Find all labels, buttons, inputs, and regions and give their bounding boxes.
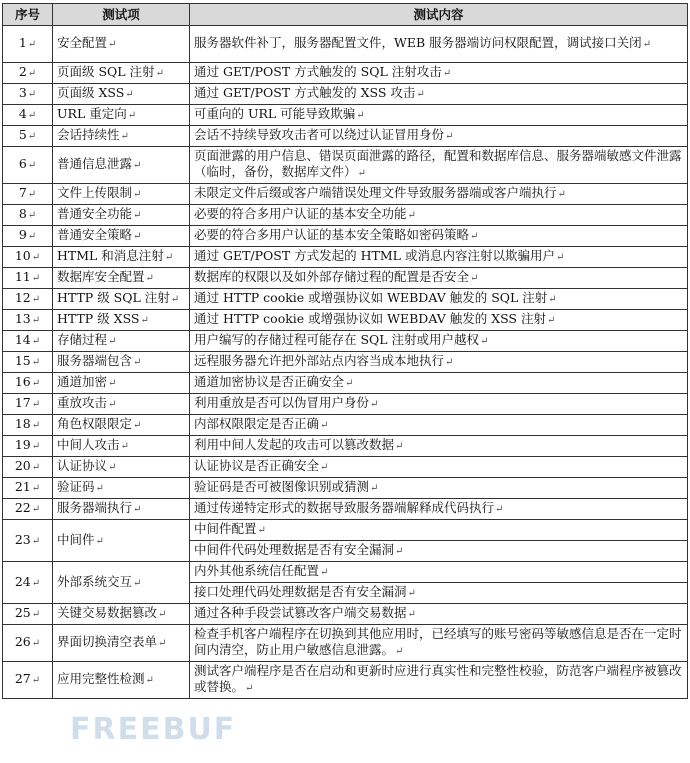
paragraph-mark-icon: ↵ bbox=[31, 675, 41, 686]
cell-item bbox=[53, 415, 190, 436]
table-row bbox=[3, 457, 688, 478]
paragraph-mark-icon: ↵ bbox=[31, 357, 41, 368]
cell-no-text: 7 bbox=[18, 185, 27, 200]
cell-no bbox=[3, 105, 53, 126]
cell-no bbox=[3, 289, 53, 310]
cell-no bbox=[3, 478, 53, 499]
cell-content-text: 通过 HTTP cookie 或增强协议如 WEBDAV 触发的 XSS 注射 bbox=[194, 311, 546, 326]
cell-no bbox=[3, 394, 53, 415]
cell-item bbox=[53, 184, 190, 205]
paragraph-mark-icon: ↵ bbox=[31, 273, 41, 284]
paragraph-mark-icon: ↵ bbox=[155, 68, 164, 79]
cell-no bbox=[3, 662, 53, 699]
cell-content bbox=[190, 541, 688, 562]
cell-content-text: 验证码是否可被图像识别或猜测 bbox=[194, 479, 370, 494]
cell-item bbox=[53, 478, 190, 499]
cell-no-text: 20 bbox=[14, 458, 31, 473]
paragraph-mark-icon: ↵ bbox=[133, 577, 142, 589]
table-row bbox=[3, 394, 688, 415]
cell-content bbox=[190, 205, 688, 226]
table-row bbox=[3, 562, 688, 583]
paragraph-mark-icon: ↵ bbox=[127, 110, 137, 121]
cell-item-text: URL 重定向 bbox=[57, 106, 127, 121]
cell-item bbox=[53, 105, 190, 126]
table-row bbox=[3, 373, 688, 394]
cell-no bbox=[3, 352, 53, 373]
paragraph-mark-icon: ↵ bbox=[108, 399, 117, 410]
cell-content-text: 通过传递特定形式的数据导致服务器端解释成代码执行 bbox=[194, 500, 495, 515]
cell-item bbox=[53, 26, 190, 63]
cell-no bbox=[3, 84, 53, 105]
paragraph-mark-icon: ↵ bbox=[642, 39, 652, 50]
cell-no bbox=[3, 184, 53, 205]
cell-item-text: 界面切换清空表单 bbox=[57, 634, 158, 649]
cell-item bbox=[53, 226, 190, 247]
cell-item-text: 中间件 bbox=[57, 531, 95, 547]
cell-no bbox=[3, 205, 53, 226]
watermark-logo: FREEBUF bbox=[70, 712, 237, 747]
cell-content bbox=[190, 415, 688, 436]
paragraph-mark-icon: ↵ bbox=[31, 441, 41, 452]
paragraph-mark-icon: ↵ bbox=[370, 483, 379, 494]
cell-item bbox=[53, 562, 190, 604]
cell-content-text: 检查手机客户端程序在切换到其他应用时，已经填写的账号密码等敏感信息是否在一定时间内清空，防止用户敏感信息泄露。 bbox=[194, 626, 682, 657]
paragraph-mark-icon: ↵ bbox=[140, 315, 149, 326]
cell-item bbox=[53, 268, 190, 289]
cell-item-text: 验证码 bbox=[57, 479, 95, 494]
cell-content bbox=[190, 268, 688, 289]
cell-content bbox=[190, 373, 688, 394]
paragraph-mark-icon: ↵ bbox=[445, 131, 454, 142]
paragraph-mark-icon: ↵ bbox=[395, 646, 404, 657]
cell-no-text: 17 bbox=[14, 395, 31, 410]
table-row bbox=[3, 625, 688, 662]
cell-no-text: 13 bbox=[14, 311, 31, 326]
cell-item bbox=[53, 84, 190, 105]
cell-content bbox=[190, 562, 688, 583]
cell-content bbox=[190, 352, 688, 373]
paragraph-mark-icon: ↵ bbox=[31, 638, 41, 649]
table-row bbox=[3, 310, 688, 331]
table-row bbox=[3, 499, 688, 520]
cell-item-text: 重放攻击 bbox=[57, 395, 108, 410]
paragraph-mark-icon: ↵ bbox=[164, 252, 174, 263]
cell-content bbox=[190, 583, 688, 604]
table-row bbox=[3, 520, 688, 541]
cell-no-text: 19 bbox=[14, 437, 31, 452]
cell-content-text: 测试客户端程序是否在启动和更新时应进行真实性和完整性校验，防范客户端程序被篡改或替换。 bbox=[194, 663, 682, 694]
cell-item-text: HTTP 级 XSS bbox=[57, 311, 140, 326]
paragraph-mark-icon: ↵ bbox=[27, 231, 37, 242]
cell-item-text: 页面级 SQL 注射 bbox=[57, 64, 155, 79]
cell-content bbox=[190, 662, 688, 699]
paragraph-mark-icon: ↵ bbox=[133, 357, 142, 368]
cell-no-text: 1 bbox=[18, 35, 27, 50]
paragraph-mark-icon: ↵ bbox=[27, 89, 37, 100]
cell-no-text: 27 bbox=[14, 671, 31, 686]
cell-content-text: 中间件配置 bbox=[194, 521, 257, 536]
paragraph-mark-icon: ↵ bbox=[95, 535, 104, 547]
cell-item-text: HTTP 级 SQL 注射 bbox=[57, 290, 170, 305]
cell-item-text: 应用完整性检测 bbox=[57, 671, 145, 686]
table-row bbox=[3, 205, 688, 226]
cell-no bbox=[3, 520, 53, 562]
cell-item-text: 服务器端执行 bbox=[57, 500, 133, 515]
cell-content-text: 中间件代码处理数据是否有安全漏洞 bbox=[194, 542, 395, 557]
cell-content bbox=[190, 310, 688, 331]
paragraph-mark-icon: ↵ bbox=[445, 357, 454, 368]
paragraph-mark-icon: ↵ bbox=[133, 420, 142, 431]
table-row bbox=[3, 352, 688, 373]
cell-content bbox=[190, 184, 688, 205]
cell-item bbox=[53, 436, 190, 457]
paragraph-mark-icon: ↵ bbox=[31, 294, 41, 305]
cell-item-text: 普通安全功能 bbox=[57, 206, 133, 221]
cell-content bbox=[190, 520, 688, 541]
cell-no-text: 22 bbox=[14, 500, 31, 515]
cell-content bbox=[190, 126, 688, 147]
paragraph-mark-icon: ↵ bbox=[145, 675, 154, 686]
cell-item-text: 角色权限限定 bbox=[57, 416, 133, 431]
paragraph-mark-icon: ↵ bbox=[31, 535, 41, 547]
paragraph-mark-icon: ↵ bbox=[31, 420, 41, 431]
cell-no bbox=[3, 226, 53, 247]
paragraph-mark-icon: ↵ bbox=[557, 189, 566, 200]
paragraph-mark-icon: ↵ bbox=[31, 462, 41, 473]
paragraph-mark-icon: ↵ bbox=[27, 110, 37, 121]
cell-no bbox=[3, 604, 53, 625]
cell-item bbox=[53, 63, 190, 84]
cell-item-text: 普通安全策略 bbox=[57, 227, 133, 242]
cell-item bbox=[53, 147, 190, 184]
cell-content bbox=[190, 147, 688, 184]
paragraph-mark-icon: ↵ bbox=[407, 609, 416, 620]
cell-item bbox=[53, 126, 190, 147]
cell-no bbox=[3, 247, 53, 268]
cell-no-text: 18 bbox=[14, 416, 31, 431]
paragraph-mark-icon: ↵ bbox=[170, 294, 180, 305]
cell-item bbox=[53, 604, 190, 625]
cell-no bbox=[3, 625, 53, 662]
paragraph-mark-icon: ↵ bbox=[495, 504, 504, 515]
paragraph-mark-icon: ↵ bbox=[31, 577, 41, 589]
cell-no-text: 15 bbox=[14, 353, 31, 368]
cell-content bbox=[190, 478, 688, 499]
paragraph-mark-icon: ↵ bbox=[31, 399, 41, 410]
cell-content-text: 通过各种手段尝试篡改客户端交易数据 bbox=[194, 605, 407, 620]
paragraph-mark-icon: ↵ bbox=[357, 168, 366, 179]
cell-item-text: 文件上传限制 bbox=[57, 185, 133, 200]
paragraph-mark-icon: ↵ bbox=[27, 189, 37, 200]
table-row bbox=[3, 604, 688, 625]
cell-no bbox=[3, 268, 53, 289]
paragraph-mark-icon: ↵ bbox=[480, 336, 489, 347]
header-row bbox=[3, 4, 688, 26]
cell-item-text: 数据库安全配置 bbox=[57, 269, 145, 284]
table-row bbox=[3, 84, 688, 105]
paragraph-mark-icon: ↵ bbox=[108, 336, 117, 347]
paragraph-mark-icon: ↵ bbox=[320, 420, 329, 431]
cell-content-text: 通道加密协议是否正确安全 bbox=[194, 374, 345, 389]
cell-content-text: 通过 HTTP cookie 或增强协议如 WEBDAV 触发的 SQL 注射 bbox=[194, 290, 548, 305]
paragraph-mark-icon: ↵ bbox=[345, 378, 354, 389]
table-row bbox=[3, 247, 688, 268]
paragraph-mark-icon: ↵ bbox=[133, 210, 142, 221]
header-no: 序号 bbox=[3, 4, 53, 26]
paragraph-mark-icon: ↵ bbox=[31, 315, 41, 326]
cell-item-text: 关键交易数据篡改 bbox=[57, 605, 158, 620]
cell-item-text: 服务器端包含 bbox=[57, 353, 133, 368]
paragraph-mark-icon: ↵ bbox=[257, 525, 266, 536]
paragraph-mark-icon: ↵ bbox=[470, 273, 479, 284]
paragraph-mark-icon: ↵ bbox=[133, 231, 142, 242]
paragraph-mark-icon: ↵ bbox=[120, 131, 129, 142]
cell-content-text: 会话不持续导致攻击者可以绕过认证冒用身份 bbox=[194, 127, 445, 142]
paragraph-mark-icon: ↵ bbox=[108, 39, 117, 50]
cell-content-text: 未限定文件后缀或客户端错误处理文件导致服务器端或客户端执行 bbox=[194, 185, 557, 200]
paragraph-mark-icon: ↵ bbox=[133, 160, 142, 171]
cell-item bbox=[53, 205, 190, 226]
cell-content-text: 通过 GET/POST 方式触发的 XSS 攻击 bbox=[194, 85, 416, 100]
cell-content bbox=[190, 331, 688, 352]
cell-no-text: 4 bbox=[18, 106, 27, 121]
cell-content bbox=[190, 105, 688, 126]
table-row bbox=[3, 63, 688, 84]
cell-item-text: 通道加密 bbox=[57, 374, 108, 389]
table-row bbox=[3, 662, 688, 699]
paragraph-mark-icon: ↵ bbox=[31, 252, 41, 263]
paragraph-mark-icon: ↵ bbox=[416, 89, 425, 100]
cell-no bbox=[3, 373, 53, 394]
cell-content-text: 服务器软件补丁，服务器配置文件，WEB 服务器端访问权限配置，调试接口关闭 bbox=[194, 35, 642, 50]
cell-no-text: 5 bbox=[18, 127, 27, 142]
cell-item bbox=[53, 499, 190, 520]
paragraph-mark-icon: ↵ bbox=[31, 336, 41, 347]
paragraph-mark-icon: ↵ bbox=[27, 39, 37, 50]
cell-content-text: 远程服务器允许把外部站点内容当成本地执行 bbox=[194, 353, 445, 368]
cell-no-text: 16 bbox=[14, 374, 31, 389]
cell-content-text: 内部权限限定是否正确 bbox=[194, 416, 320, 431]
cell-content-text: 必要的符合多用户认证的基本安全策略如密码策略 bbox=[194, 227, 470, 242]
paragraph-mark-icon: ↵ bbox=[31, 504, 41, 515]
cell-item-text: 存储过程 bbox=[57, 332, 108, 347]
cell-item bbox=[53, 520, 190, 562]
cell-no-text: 10 bbox=[14, 248, 31, 263]
header-item: 测试项 bbox=[53, 4, 190, 26]
table-row bbox=[3, 26, 688, 63]
security-test-table bbox=[2, 3, 688, 699]
cell-no-text: 3 bbox=[18, 85, 27, 100]
paragraph-mark-icon: ↵ bbox=[470, 231, 479, 242]
cell-content bbox=[190, 604, 688, 625]
cell-item-text: 外部系统交互 bbox=[57, 573, 133, 589]
paragraph-mark-icon: ↵ bbox=[245, 683, 254, 694]
cell-no-text: 26 bbox=[14, 634, 31, 649]
paragraph-mark-icon: ↵ bbox=[370, 399, 379, 410]
paragraph-mark-icon: ↵ bbox=[320, 462, 329, 473]
cell-item bbox=[53, 289, 190, 310]
cell-no-text: 9 bbox=[18, 227, 27, 242]
cell-content bbox=[190, 625, 688, 662]
paragraph-mark-icon: ↵ bbox=[395, 546, 404, 557]
table-row bbox=[3, 268, 688, 289]
table-row bbox=[3, 289, 688, 310]
cell-content-text: 必要的符合多用户认证的基本安全功能 bbox=[194, 206, 407, 221]
table-row bbox=[3, 184, 688, 205]
cell-content-text: 页面泄露的用户信息、错误页面泄露的路径，配置和数据库信息、服务器端敏感文件泄露（临时，备份，数据库文件） bbox=[194, 148, 682, 179]
paragraph-mark-icon: ↵ bbox=[95, 483, 104, 494]
cell-item-text: HTML 和消息注射 bbox=[57, 248, 164, 263]
table-row bbox=[3, 478, 688, 499]
cell-content-text: 数据库的权限以及如外部存储过程的配置是否安全 bbox=[194, 269, 470, 284]
cell-content bbox=[190, 499, 688, 520]
cell-content bbox=[190, 289, 688, 310]
paragraph-mark-icon: ↵ bbox=[158, 609, 167, 620]
cell-item-text: 普通信息泄露 bbox=[57, 156, 133, 171]
cell-content-text: 利用中间人发起的攻击可以篡改数据 bbox=[194, 437, 395, 452]
paragraph-mark-icon: ↵ bbox=[27, 68, 37, 79]
paragraph-mark-icon: ↵ bbox=[442, 68, 452, 79]
paragraph-mark-icon: ↵ bbox=[407, 588, 416, 599]
cell-content-text: 利用重放是否可以伪冒用户身份 bbox=[194, 395, 370, 410]
paragraph-mark-icon: ↵ bbox=[108, 378, 117, 389]
cell-no bbox=[3, 499, 53, 520]
paragraph-mark-icon: ↵ bbox=[407, 210, 416, 221]
header-content: 测试内容 bbox=[190, 4, 688, 26]
cell-no bbox=[3, 126, 53, 147]
cell-content-text: 内外其他系统信任配置 bbox=[194, 563, 320, 578]
paragraph-mark-icon: ↵ bbox=[31, 609, 41, 620]
cell-content-text: 通过 GET/POST 方式发起的 HTML 或消息内容注射以欺骗用户 bbox=[194, 248, 555, 263]
paragraph-mark-icon: ↵ bbox=[145, 273, 154, 284]
cell-no bbox=[3, 63, 53, 84]
cell-content-text: 用户编写的存储过程可能存在 SQL 注射或用户越权 bbox=[194, 332, 480, 347]
cell-item bbox=[53, 625, 190, 662]
paragraph-mark-icon: ↵ bbox=[555, 252, 565, 263]
paragraph-mark-icon: ↵ bbox=[548, 294, 557, 305]
cell-no bbox=[3, 331, 53, 352]
paragraph-mark-icon: ↵ bbox=[31, 378, 41, 389]
cell-content bbox=[190, 247, 688, 268]
table-row bbox=[3, 436, 688, 457]
cell-no-text: 2 bbox=[18, 64, 27, 79]
cell-item bbox=[53, 247, 190, 268]
cell-no bbox=[3, 457, 53, 478]
cell-item bbox=[53, 394, 190, 415]
paragraph-mark-icon: ↵ bbox=[31, 483, 41, 494]
cell-item bbox=[53, 373, 190, 394]
cell-content bbox=[190, 457, 688, 478]
cell-item-text: 安全配置 bbox=[57, 35, 108, 50]
cell-no bbox=[3, 147, 53, 184]
table-body bbox=[3, 26, 688, 699]
cell-content-text: 通过 GET/POST 方式触发的 SQL 注射攻击 bbox=[194, 64, 442, 79]
cell-no-text: 6 bbox=[18, 156, 27, 171]
cell-item bbox=[53, 331, 190, 352]
paragraph-mark-icon: ↵ bbox=[133, 504, 142, 515]
paragraph-mark-icon: ↵ bbox=[125, 89, 134, 100]
cell-content-text: 认证协议是否正确安全 bbox=[194, 458, 320, 473]
cell-no-text: 25 bbox=[14, 605, 31, 620]
cell-item bbox=[53, 310, 190, 331]
cell-item-text: 页面级 XSS bbox=[57, 85, 125, 100]
table-row bbox=[3, 415, 688, 436]
cell-no bbox=[3, 26, 53, 63]
cell-no bbox=[3, 310, 53, 331]
paragraph-mark-icon: ↵ bbox=[395, 441, 404, 452]
cell-content bbox=[190, 84, 688, 105]
paragraph-mark-icon: ↵ bbox=[27, 131, 37, 142]
table-row bbox=[3, 126, 688, 147]
cell-content-text: 接口处理代码处理数据是否有安全漏洞 bbox=[194, 584, 407, 599]
cell-item bbox=[53, 457, 190, 478]
cell-no bbox=[3, 562, 53, 604]
paragraph-mark-icon: ↵ bbox=[133, 189, 142, 200]
cell-item-text: 会话持续性 bbox=[57, 127, 120, 142]
cell-no bbox=[3, 436, 53, 457]
paragraph-mark-icon: ↵ bbox=[320, 567, 329, 578]
cell-no bbox=[3, 415, 53, 436]
paragraph-mark-icon: ↵ bbox=[158, 638, 167, 649]
paragraph-mark-icon: ↵ bbox=[120, 441, 129, 452]
paragraph-mark-icon: ↵ bbox=[356, 110, 365, 121]
cell-content bbox=[190, 226, 688, 247]
cell-item-text: 认证协议 bbox=[57, 458, 108, 473]
cell-item bbox=[53, 662, 190, 699]
cell-no-text: 21 bbox=[14, 479, 31, 494]
cell-no-text: 23 bbox=[14, 531, 31, 547]
cell-no-text: 24 bbox=[14, 573, 31, 589]
table-row bbox=[3, 147, 688, 184]
cell-item-text: 中间人攻击 bbox=[57, 437, 120, 452]
cell-content bbox=[190, 26, 688, 63]
table-row bbox=[3, 226, 688, 247]
cell-no-text: 12 bbox=[14, 290, 31, 305]
cell-no-text: 14 bbox=[14, 332, 31, 347]
cell-content-text: 可重向的 URL 可能导致欺骗 bbox=[194, 106, 356, 121]
cell-item bbox=[53, 352, 190, 373]
cell-content bbox=[190, 63, 688, 84]
paragraph-mark-icon: ↵ bbox=[546, 315, 556, 326]
cell-no-text: 8 bbox=[18, 206, 27, 221]
paragraph-mark-icon: ↵ bbox=[27, 160, 37, 171]
paragraph-mark-icon: ↵ bbox=[27, 210, 37, 221]
cell-content bbox=[190, 436, 688, 457]
cell-no-text: 11 bbox=[14, 269, 31, 284]
table-row bbox=[3, 105, 688, 126]
cell-content bbox=[190, 394, 688, 415]
paragraph-mark-icon: ↵ bbox=[108, 462, 117, 473]
table-row bbox=[3, 331, 688, 352]
